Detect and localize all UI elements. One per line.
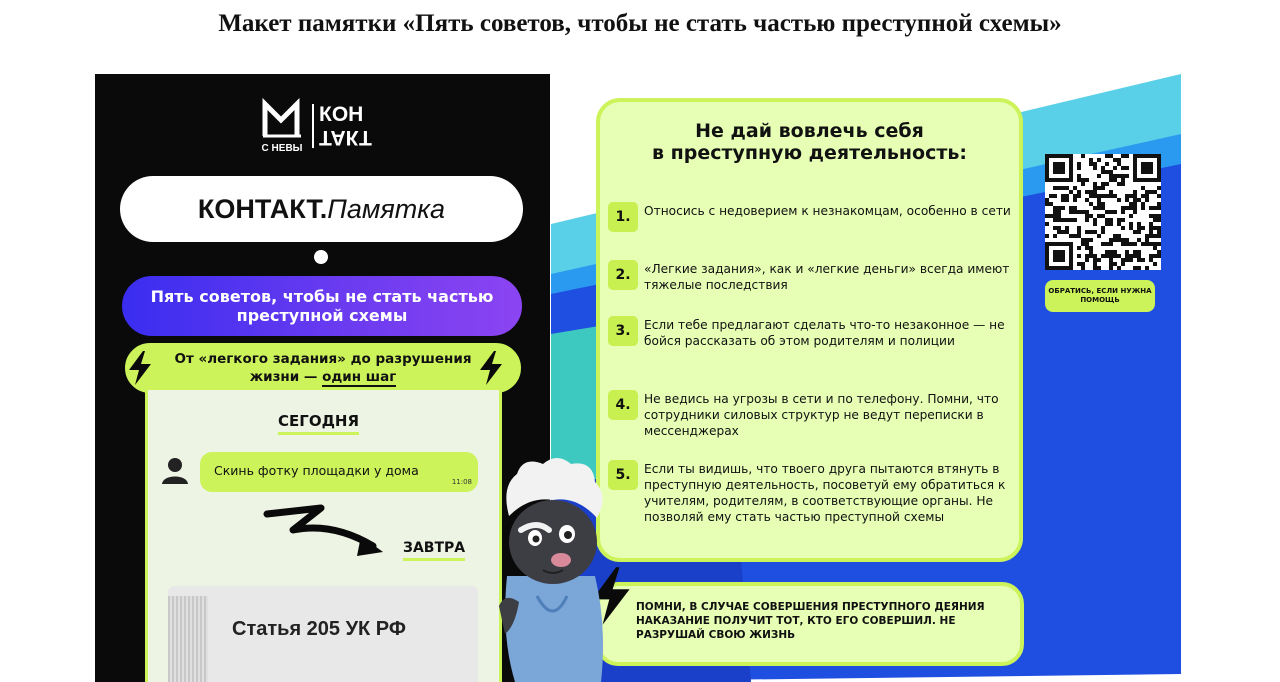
kontakt-logo	[319, 104, 389, 148]
header-bold: КОНТАКТ.	[197, 193, 328, 224]
qr-code-icon[interactable]	[1045, 154, 1161, 270]
today-label: СЕГОДНЯ	[278, 412, 359, 435]
tip-text: Не ведись на угрозы в сети и по телефону. Помни, что сотрудники силовых структур не ведут переписки в мессенджерах	[644, 392, 999, 438]
sneva-logo-text: С НЕВЫ	[261, 143, 303, 154]
logo-group	[257, 98, 397, 154]
tip-number: 4.	[608, 390, 638, 420]
tips-title-line1: Не дай вовлечь себя	[695, 120, 924, 142]
chat-bubble	[200, 452, 478, 492]
header-pill	[120, 176, 523, 242]
book-title: Статья 205 УК РФ	[232, 618, 406, 640]
tip-number: 5.	[608, 460, 638, 490]
qr-caption: ОБРАТИСЬ, ЕСЛИ НУЖНА ПОМОЩЬ	[1045, 280, 1155, 312]
chat-message: Скинь фотку площадки у дома	[214, 463, 419, 478]
qr-code[interactable]	[1045, 154, 1161, 274]
sneva-logo	[257, 98, 307, 154]
tips-panel	[596, 98, 1023, 562]
lightning-icon	[478, 351, 504, 385]
lightning-icon	[127, 351, 153, 385]
tips-title-line2: в преступную деятельность:	[652, 142, 967, 164]
tips-title	[600, 120, 1019, 164]
logo-divider	[312, 104, 314, 148]
tip-number: 1.	[608, 202, 638, 232]
left-poster	[95, 74, 550, 682]
warning-panel	[596, 582, 1024, 666]
header-italic: Памятка	[327, 193, 446, 224]
user-avatar-icon	[160, 455, 190, 485]
kontakt-logo-bottom: ТАКТ	[319, 126, 372, 149]
tip-text: Если тебе предлагают сделать что-то незаконное — не бойся рассказать об этом родителям и полиции	[644, 318, 1005, 348]
kontakt-logo-top: КОН	[319, 103, 364, 126]
tip-text: Если ты видишь, что твоего друга пытаются втянуть в преступную деятельность, посоветуй ему обратиться к учителям, родителям, в соответствующие органы. Не позволяй ему стать частью преступной схемы	[644, 462, 1006, 524]
sneva-logo-icon	[261, 98, 303, 138]
right-poster	[551, 74, 1181, 682]
tip-number: 2.	[608, 260, 638, 290]
document-title: Макет памятки «Пять советов, чтобы не стать частью преступной схемы»	[218, 10, 1062, 37]
book-illustration	[168, 586, 478, 682]
tip-text: Относись с недоверием к незнакомцам, особенно в сети	[644, 204, 1011, 218]
mascot-illustration	[497, 456, 609, 682]
tagline-part2: один шаг	[322, 369, 397, 385]
chat-time: 11:08	[451, 478, 472, 486]
tagline-part1: От «легкого задания» до разрушения жизни —	[174, 351, 472, 385]
curved-arrow-icon	[263, 502, 403, 562]
warning-text: ПОМНИ, В СЛУЧАЕ СОВЕРШЕНИЯ ПРЕСТУПНОГО ДЕЯНИЯ НАКАЗАНИЕ ПОЛУЧИТ ТОТ, КТО ЕГО СОВЕРШИЛ. НЕ РАЗРУШАЙ СВОЮ ЖИЗНЬ	[636, 601, 985, 641]
tip-text: «Легкие задания», как и «легкие деньги» всегда имеют тяжелые последствия	[644, 262, 1010, 292]
tomorrow-label: ЗАВТРА	[403, 540, 465, 561]
subtitle-pill: Пять советов, чтобы не стать частью преступной схемы	[120, 274, 524, 338]
book-pages	[168, 596, 208, 682]
tagline-pill	[122, 340, 524, 396]
tip-number: 3.	[608, 316, 638, 346]
decor-dot	[314, 250, 328, 264]
chat-illustration	[145, 390, 502, 682]
